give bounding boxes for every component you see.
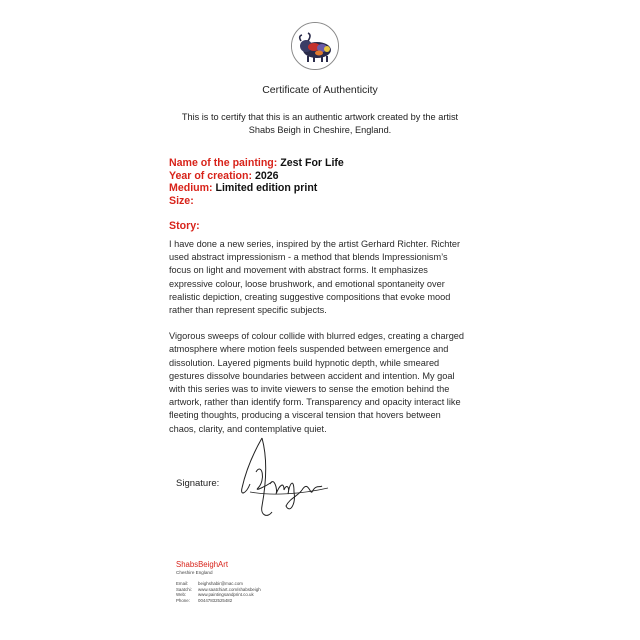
handwritten-signature bbox=[232, 432, 332, 524]
contact-phone bbox=[176, 598, 376, 604]
fact-label: Medium: bbox=[169, 182, 213, 195]
certificate-title: Certificate of Authenticity bbox=[262, 84, 378, 96]
artwork-facts bbox=[169, 157, 489, 207]
contact-value[interactable]: www.paintingsandprint.co.uk bbox=[198, 592, 254, 598]
intro-line-2: Shabs Beigh in Cheshire, England. bbox=[248, 124, 392, 135]
fact-year bbox=[169, 170, 489, 183]
fact-size bbox=[169, 195, 489, 208]
contact-key: Web: bbox=[176, 592, 187, 598]
contact-value: 00447832525482 bbox=[198, 597, 233, 603]
intro-line-1: This is to certify that this is an authentic artwork created by the artist bbox=[181, 112, 459, 122]
contact-list bbox=[176, 581, 376, 603]
story-paragraph: I have done a new series, inspired by the artist Gerhard Richter. Richter used abstract impressionism - a method that blends Impressionism’s focus on light and movement with abstract forms. It emphasizes expressive colour, loose brushwork, and emotional spontaneity over realistic depiction, creating suggestive compositions that evoke mood rather than represent specific subjects. bbox=[169, 239, 461, 316]
fact-label: Size: bbox=[169, 194, 194, 207]
footer bbox=[176, 560, 376, 603]
fact-medium bbox=[169, 182, 489, 195]
fact-value: 2026 bbox=[254, 169, 279, 182]
contact-value[interactable]: beighshabir@mac.com bbox=[198, 581, 243, 586]
bull-logo-icon bbox=[291, 22, 339, 70]
certificate-intro bbox=[160, 111, 480, 136]
contact-key: Saatchi: bbox=[176, 586, 192, 592]
story-paragraph: Vigorous sweeps of colour collide with blurred edges, creating a charged atmosphere where motion feels suspended between emergence and dissolution. Layered pigments build hypnotic depth, while smeared gestures dissolve boundaries between accident and intention. My goal with this series was to invite viewers to sense the emotion behind the artwork, rather than identify form. Transparency and opacity interact like fleeting thoughts, producing a visceral tension that hovers between chaos, clarity, and contemplative quiet. bbox=[169, 331, 465, 434]
story-heading: Story: bbox=[169, 220, 200, 232]
contact-key: Phone: bbox=[176, 597, 190, 603]
contact-key: Email: bbox=[176, 581, 189, 586]
brand-name: ShabsBeighArt bbox=[176, 560, 229, 569]
brand-location: Cheshire England bbox=[176, 570, 213, 575]
signature-label: Signature: bbox=[176, 478, 220, 489]
fact-value: Limited edition print bbox=[215, 182, 318, 195]
contact-value[interactable]: www.saatchiart.com/shabsbeigh bbox=[198, 586, 261, 592]
fact-value: Zest For Life bbox=[280, 157, 344, 169]
story-text bbox=[169, 238, 465, 449]
fact-label: Name of the painting: bbox=[169, 157, 278, 169]
fact-painting-name bbox=[169, 157, 489, 170]
fact-label: Year of creation: bbox=[169, 169, 253, 182]
